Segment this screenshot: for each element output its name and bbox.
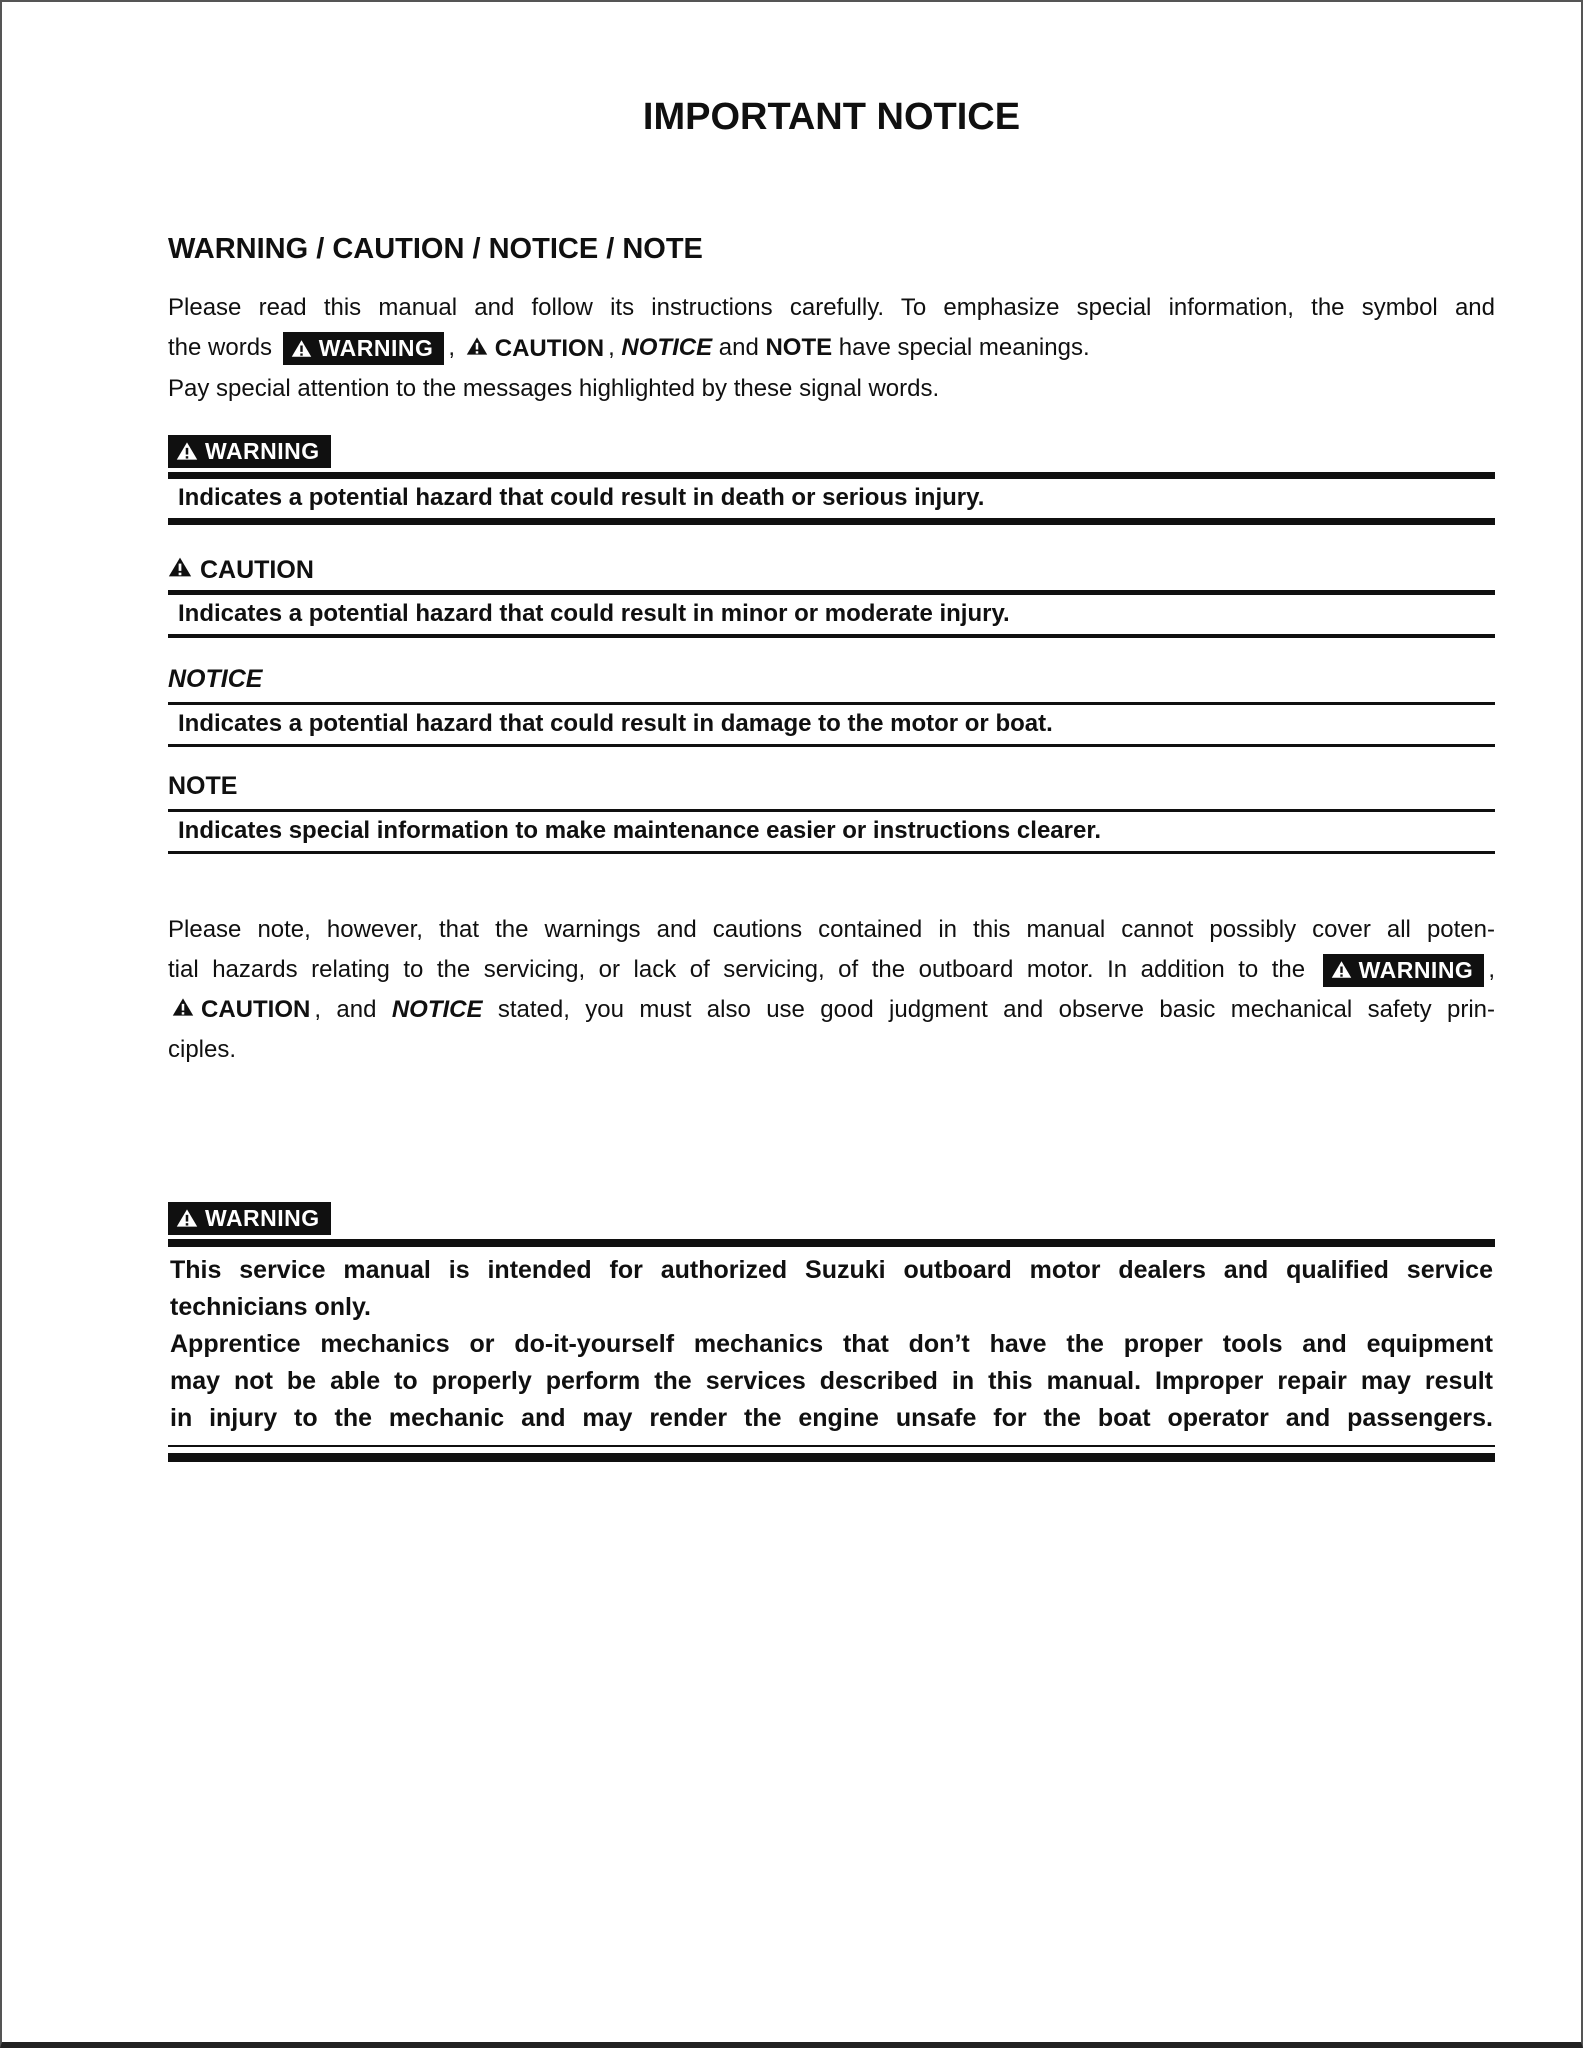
warning-triangle-icon (176, 1208, 198, 1228)
inline-warning-badge-label: WARNING (1358, 956, 1474, 983)
text-run: have special meanings. (832, 334, 1090, 361)
inline-caution-label: CAUTION (201, 996, 311, 1024)
warning-triangle-icon (1331, 960, 1352, 979)
bottom-warning-badge (168, 1202, 331, 1235)
paragraph-line (168, 328, 1495, 369)
paragraph-line (170, 1289, 1493, 1326)
text-run: tial hazards relating to the servicing, or lack of servicing, of the outboard motor. In addition to the (168, 955, 1319, 983)
caution-description: Indicates a potential hazard that could result in minor or moderate injury. (168, 590, 1495, 638)
page-title: IMPORTANT NOTICE (642, 96, 1021, 138)
inline-caution-label: CAUTION (494, 334, 605, 362)
note-description: Indicates special information to make maintenance easier or instructions clearer. (168, 809, 1495, 854)
page-content (168, 94, 1495, 1462)
caution-heading-label: CAUTION (200, 555, 314, 584)
notice-signal-block (168, 664, 1495, 747)
text-run: stated, you must also use good judgment and observe basic mechanical safety prin- (482, 995, 1495, 1023)
notice-heading (168, 664, 1495, 694)
warning-triangle-icon (291, 339, 312, 358)
text-run: the words (168, 334, 279, 361)
bottom-warning-rule (168, 1453, 1495, 1462)
text-run: , (608, 334, 622, 361)
paragraph-line (168, 990, 1495, 1031)
paragraph-line (170, 1252, 1493, 1289)
text-run: , and (314, 995, 392, 1023)
caution-heading (168, 555, 1495, 585)
paragraph-line (168, 369, 1495, 409)
note-signal-block (168, 771, 1495, 854)
paragraph-line (168, 950, 1495, 990)
notice-heading-label: NOTICE (168, 664, 263, 693)
text-run: Please read this manual and follow its instructions carefully. To emphasize special information, the symbol and (168, 294, 1495, 321)
caution-triangle-icon (172, 990, 194, 1030)
inline-warning-badge (283, 332, 445, 365)
text-run: in injury to the mechanic and may render the engine unsafe for the boat operator and passengers. (170, 1404, 1493, 1433)
text-run: Apprentice mechanics or do-it-yourself mechanics that don’t have the proper tools and equipment (170, 1330, 1493, 1359)
caution-triangle-icon (168, 555, 192, 585)
text-run: NOTE (765, 334, 833, 361)
notice-description: Indicates a potential hazard that could result in damage to the motor or boat. (168, 702, 1495, 747)
inline-warning-badge-label: WARNING (318, 335, 434, 362)
caution-signal-block (168, 555, 1495, 638)
bottom-warning-badge-label: WARNING (205, 1205, 320, 1232)
text-run: may not be able to properly perform the services described in this manual. Improper repair may result (170, 1367, 1493, 1396)
warning-badge (168, 435, 331, 468)
bottom-warning-badge-row (168, 1202, 1495, 1235)
text-run: , (448, 334, 462, 361)
text-run: ciples. (168, 1036, 237, 1064)
text-run: NOTICE (391, 995, 483, 1023)
warning-badge-label: WARNING (205, 437, 320, 464)
intro-paragraph (168, 288, 1495, 409)
caution-triangle-icon (466, 329, 488, 369)
bottom-warning-text (168, 1239, 1495, 1447)
inline-caution-marker (466, 329, 604, 369)
warning-badge-row (168, 435, 1495, 468)
paragraph-line (168, 288, 1495, 328)
text-run: This service manual is intended for authorized Suzuki outboard motor dealers and qualified service (170, 1256, 1493, 1285)
inline-warning-badge (1323, 954, 1485, 987)
text-run: Please note, however, that the warnings and cautions contained in this manual cannot possibly cover all poten- (168, 915, 1495, 943)
bottom-warning-block (168, 1202, 1495, 1462)
warning-description: Indicates a potential hazard that could result in death or serious injury. (168, 472, 1495, 525)
text-run: Pay special attention to the messages highlighted by these signal words. (168, 374, 940, 402)
warning-signal-block (168, 435, 1495, 525)
text-run: and (712, 334, 766, 361)
paragraph-line (170, 1400, 1493, 1437)
note-heading-label: NOTE (168, 771, 238, 800)
note-heading (168, 771, 1495, 801)
middle-paragraph (168, 910, 1495, 1071)
warning-triangle-icon (176, 441, 198, 461)
text-run: technicians only. (170, 1293, 371, 1322)
paragraph-line (168, 1030, 1495, 1070)
paragraph-line (168, 910, 1495, 950)
text-run: , (1488, 955, 1495, 983)
inline-caution-marker (172, 990, 310, 1030)
paragraph-line (170, 1326, 1493, 1363)
text-run: NOTICE (621, 334, 713, 361)
section-heading: WARNING / CAUTION / NOTICE / NOTE (168, 233, 703, 265)
paragraph-line (170, 1363, 1493, 1400)
